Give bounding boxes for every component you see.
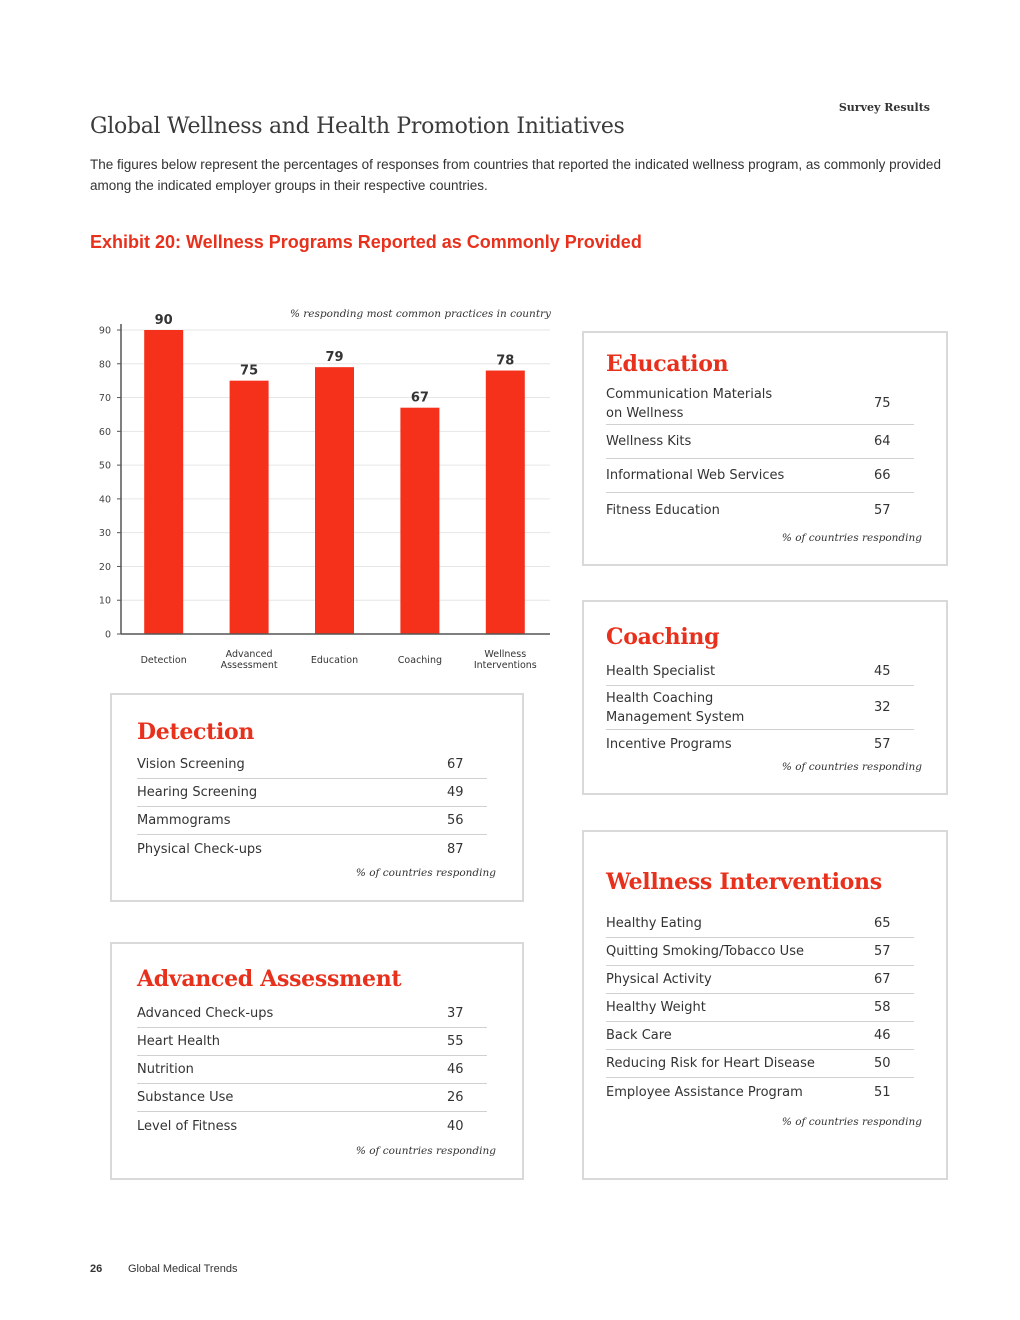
row-value: 58 — [874, 1000, 891, 1015]
row-label: Vision Screening — [137, 757, 245, 772]
y-tick-label: 70 — [98, 393, 111, 405]
detection-card — [110, 693, 524, 902]
section-label: Survey Results — [838, 101, 930, 114]
row-value: 55 — [447, 1034, 464, 1049]
row-label: Incentive Programs — [606, 736, 732, 752]
card-row — [137, 1000, 487, 1028]
y-tick-label: 60 — [98, 426, 111, 438]
data-label: 67 — [410, 390, 429, 406]
card-row — [606, 730, 914, 758]
row-value: 50 — [874, 1056, 891, 1071]
row-label: Quitting Smoking/Tobacco Use — [606, 944, 804, 959]
row-value: 40 — [447, 1118, 464, 1134]
y-tick-label: 10 — [98, 595, 111, 607]
card-footnote: % of countries responding — [781, 761, 922, 773]
row-value: 65 — [874, 916, 891, 931]
row-value: 64 — [874, 434, 891, 449]
row-label: Level of Fitness — [137, 1118, 238, 1134]
row-value: 67 — [874, 972, 891, 987]
x-category-label: Wellness — [484, 649, 527, 660]
chart-note: % responding most common practices in country — [289, 308, 551, 320]
card-row — [137, 779, 487, 807]
row-value: 46 — [874, 1028, 891, 1043]
card-row — [606, 686, 914, 730]
row-value: 49 — [447, 785, 464, 800]
advanced-assessment-card — [110, 942, 524, 1180]
card-row — [137, 1112, 487, 1140]
x-category-label: Interventions — [473, 660, 537, 671]
card-row — [606, 425, 914, 459]
row-label: Physical Check-ups — [137, 841, 262, 857]
y-tick-label: 90 — [98, 325, 111, 337]
y-tick-label: 80 — [98, 359, 111, 371]
card-row — [606, 994, 914, 1022]
bar-detection — [144, 330, 183, 634]
exhibit-title: Exhibit 20: Wellness Programs Reported as Commonly Provided — [90, 232, 642, 252]
row-value: 75 — [874, 396, 891, 411]
page-number: 26 — [90, 1263, 103, 1275]
card-row — [137, 835, 487, 863]
x-category-label: Assessment — [220, 660, 278, 671]
card-footnote: % of countries responding — [355, 867, 496, 879]
card-rows — [137, 751, 487, 863]
row-label: Heart Health — [137, 1034, 221, 1049]
card-row — [606, 1078, 914, 1106]
data-label: 75 — [240, 363, 259, 379]
row-label: Mammograms — [137, 813, 231, 828]
row-value: 67 — [447, 757, 464, 772]
bar-advanced-assessment — [230, 381, 269, 634]
row-value: 32 — [874, 700, 891, 715]
card-row — [606, 1050, 914, 1078]
row-label: Hearing Screening — [137, 785, 258, 800]
card-title: Education — [606, 351, 729, 377]
y-tick-label: 0 — [104, 629, 111, 641]
row-value: 51 — [874, 1084, 891, 1100]
intro-paragraph: The figures below represent the percentages of responses from countries that reported the indicated wellness program, as commonly provided among the indicated employer groups in their respective countries. — [90, 157, 941, 193]
row-label: Physical Activity — [606, 972, 712, 987]
card-footnote: % of countries responding — [781, 532, 922, 544]
wellness-interventions-card — [582, 830, 948, 1180]
row-label: Communication Materials on Wellness — [606, 386, 773, 421]
card-title: Coaching — [606, 624, 720, 650]
row-label: Substance Use — [137, 1090, 234, 1105]
coaching-card — [582, 600, 948, 795]
card-footnote: % of countries responding — [781, 1116, 922, 1128]
row-value: 57 — [874, 944, 891, 959]
card-title: Detection — [137, 719, 255, 745]
row-label: Healthy Weight — [606, 1000, 706, 1015]
education-card — [582, 331, 948, 566]
y-tick-label: 40 — [98, 494, 111, 506]
data-label: 90 — [154, 313, 173, 328]
page-title: Global Wellness and Health Promotion Initiatives — [90, 114, 625, 139]
card-row — [606, 493, 914, 527]
row-value: 66 — [874, 468, 891, 483]
row-value: 87 — [447, 841, 464, 857]
card-row — [137, 807, 487, 835]
card-rows — [606, 383, 914, 527]
card-title: Advanced Assessment — [137, 966, 402, 992]
row-value: 45 — [874, 664, 891, 679]
row-label: Health Specialist — [606, 664, 716, 679]
row-label: Employee Assistance Program — [606, 1084, 803, 1100]
row-label: Fitness Education — [606, 502, 720, 518]
card-row — [606, 459, 914, 493]
y-tick-label: 50 — [98, 460, 111, 472]
row-label: Informational Web Services — [606, 468, 785, 483]
x-category-label: Advanced — [225, 649, 273, 660]
row-label: Healthy Eating — [606, 916, 702, 931]
row-label: Nutrition — [137, 1062, 194, 1077]
y-tick-label: 20 — [98, 561, 111, 573]
card-row — [606, 1022, 914, 1050]
row-label: Advanced Check-ups — [137, 1006, 274, 1021]
card-row — [137, 751, 487, 779]
card-title: Wellness Interventions — [606, 869, 882, 895]
card-row — [606, 383, 914, 425]
card-row — [606, 910, 914, 938]
bar-chart — [80, 300, 560, 680]
card-row — [606, 938, 914, 966]
row-label: Health Coaching Management System — [606, 690, 745, 725]
row-label: Wellness Kits — [606, 434, 692, 449]
card-row — [137, 1028, 487, 1056]
card-footnote: % of countries responding — [355, 1145, 496, 1157]
card-rows — [137, 1000, 487, 1140]
row-value: 26 — [447, 1090, 464, 1105]
x-category-label: Detection — [140, 655, 187, 666]
y-tick-label: 30 — [98, 528, 111, 540]
card-row — [137, 1084, 487, 1112]
data-label: 78 — [496, 353, 515, 369]
row-label: Back Care — [606, 1028, 672, 1043]
x-category-label: Education — [310, 655, 359, 666]
bar-coaching — [400, 408, 439, 634]
row-value: 57 — [874, 736, 891, 752]
card-row — [137, 1056, 487, 1084]
x-category-label: Coaching — [397, 655, 443, 666]
row-value: 37 — [447, 1006, 464, 1021]
bar-wellness-interventions — [486, 371, 525, 634]
publication-title: Global Medical Trends — [128, 1263, 238, 1275]
bar-education — [315, 367, 354, 634]
card-rows — [606, 658, 914, 758]
card-row — [606, 966, 914, 994]
row-value: 56 — [447, 813, 464, 828]
row-value: 57 — [874, 502, 891, 518]
data-label: 79 — [325, 350, 344, 366]
card-rows — [606, 910, 914, 1106]
row-value: 46 — [447, 1062, 464, 1077]
card-row — [606, 658, 914, 686]
row-label: Reducing Risk for Heart Disease — [606, 1056, 815, 1071]
